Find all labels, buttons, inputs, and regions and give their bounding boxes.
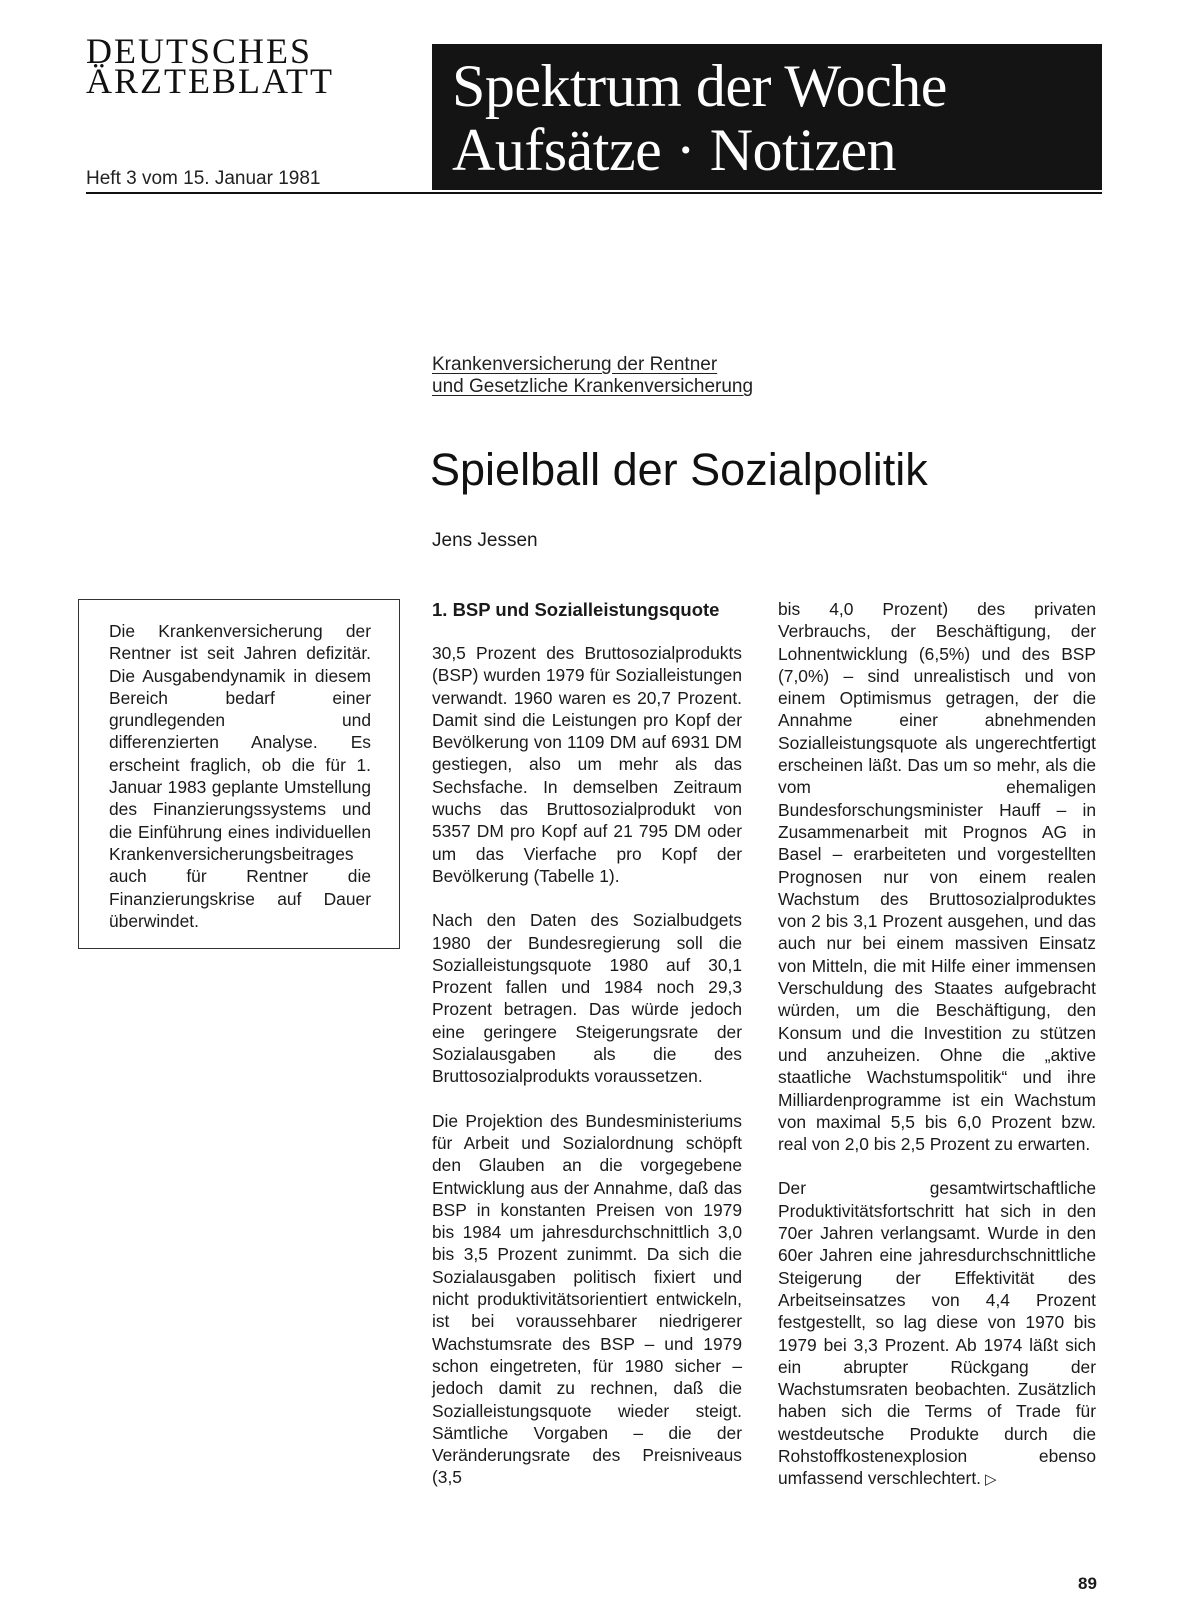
page-number: 89 — [1078, 1574, 1097, 1593]
paragraph: Nach den Daten des Sozialbudgets 1980 der Bundesregierung soll die Sozialleistungsquote 1980 auf 30,1 Prozent fallen und 1984 noch 29,3 Prozent betragen. Das würde jedoch eine geringere Steigerungsrate der Sozialausgaben als die des Bruttosozialprodukts voraussetzen. — [432, 910, 742, 1087]
masthead-line1: DEUTSCHES — [86, 31, 313, 71]
issue-date: Heft 3 vom 15. Januar 1981 — [86, 168, 321, 189]
text-column-2 — [778, 598, 1096, 1492]
paragraph: 30,5 Prozent des Bruttosozialprodukts (BSP) wurden 1979 für Sozialleistungen verwandt. 1960 waren es 20,7 Prozent. Damit sind die Leistungen pro Kopf der Bevölkerung von 1109 DM auf 6931 DM gestiegen, also um mehr als das Sechsfache. In demselben Zeitraum wuchs das Bruttosozialprodukt von 5357 DM pro Kopf auf 21 795 DM oder um das Vierfache pro Kopf der Bevölkerung (Tabelle 1). — [432, 643, 742, 886]
header-rule — [86, 192, 1102, 194]
abstract-box — [78, 599, 400, 949]
article-kicker — [432, 354, 753, 398]
section-banner-line2: Aufsätze · Notizen — [452, 117, 897, 183]
kicker-line1: Krankenversicherung der Rentner — [432, 354, 718, 375]
masthead-logo — [86, 31, 334, 101]
paragraph-text: Der gesamtwirtschaftliche Produktivitätsfortschritt hat sich in den 70er Jahren verlangsamt. Wurde in den 60er Jahren eine jahresdurchschnittliche Steigerung der Effektivität des Arbeitseinsatzes von 4,4 Prozent festgestellt, so lag diese von 1970 bis 1979 bei 3,3 Prozent. Ab 1974 läßt sich ein abrupter Rückgang der Wachstumsraten beobachten. Zusätzlich haben sich die Terms of Trade für westdeutsche Produkte durch die Rohstoffkostenexplosion ebenso umfassend verschlechtert. — [778, 1178, 1096, 1489]
masthead-line2: ÄRZTEBLATT — [86, 61, 334, 101]
continue-arrow-icon: ▷ — [984, 1471, 997, 1489]
article-title: Spielball der Sozialpolitik — [430, 444, 928, 495]
abstract-text: Die Krankenversicherung der Rentner ist seit Jahren defizitär. Die Ausgabendynamik in diesem Bereich bedarf einer grundlegenden und differenzierten Analyse. Es erscheint fraglich, ob die für 1. Januar 1983 geplante Umstellung des Finanzierungssystems und die Einführung eines individuellen Krankenversicherungsbeitrages auch für Rentner die Finanzierungskrise auf Dauer überwindet. — [109, 621, 371, 931]
section-banner-line1: Spektrum der Woche — [452, 53, 947, 119]
section-heading: 1. BSP und Sozialleistungsquote — [432, 599, 720, 620]
kicker-line2: und Gesetzliche Krankenversicherung — [432, 376, 754, 397]
paragraph: Die Projektion des Bundesministeriums für Arbeit und Sozialordnung schöpft den Glauben an die vorgegebene Entwicklung aus der Annahme, daß das BSP in konstanten Preisen von 1979 bis 1984 um jahresdurchschnittlich 3,0 bis 3,5 Prozent zunimmt. Da sich die Sozialausgaben politisch fixiert und nicht produktivitätsorientiert entwickeln, ist bei voraussehbarer niedrigerer Wachstumsrate des BSP – und 1979 schon eingetreten, für 1980 sicher – jedoch damit zu rechnen, daß die Sozialleistungsquote wieder steigt. Sämtliche Vorgaben – die der Veränderungsrate des Preisniveaus (3,5 — [432, 1110, 742, 1488]
paragraph — [778, 1177, 1096, 1491]
article-author: Jens Jessen — [432, 530, 538, 551]
text-column-1 — [432, 598, 742, 1489]
paragraph: bis 4,0 Prozent) des privaten Verbrauchs, der Beschäftigung, der Lohnentwicklung (6,5%) und des BSP (7,0%) – sind unrealistisch und von einem Optimismus getragen, der die Annahme einer abnehmenden Sozialleistungsquote als ungerechtfertigt erscheinen läßt. Das um so mehr, als die vom ehemaligen Bundesforschungsminister Hauff – in Zusammenarbeit mit Prognos AG in Basel – erarbeiteten und vorgestellten Prognosen nur von einem realen Wachstum des Bruttosozialproduktes von 2 bis 3,1 Prozent ausgehen, und das auch nur bei einem massiven Einsatz von Mitteln, die mit Hilfe einer immensen Verschuldung des Staates aufgebracht würden, um die Beschäftigung, den Konsum und die Investition zu stützen und anzuheizen. Ohne die „aktive staatliche Wachstumspolitik“ und ihre Milliardenprogramme ist ein Wachstum von maximal 5,5 bis 6,0 Prozent bzw. real von 2,0 bis 2,5 Prozent zu erwarten. — [778, 599, 1096, 1155]
section-banner — [432, 44, 1102, 190]
